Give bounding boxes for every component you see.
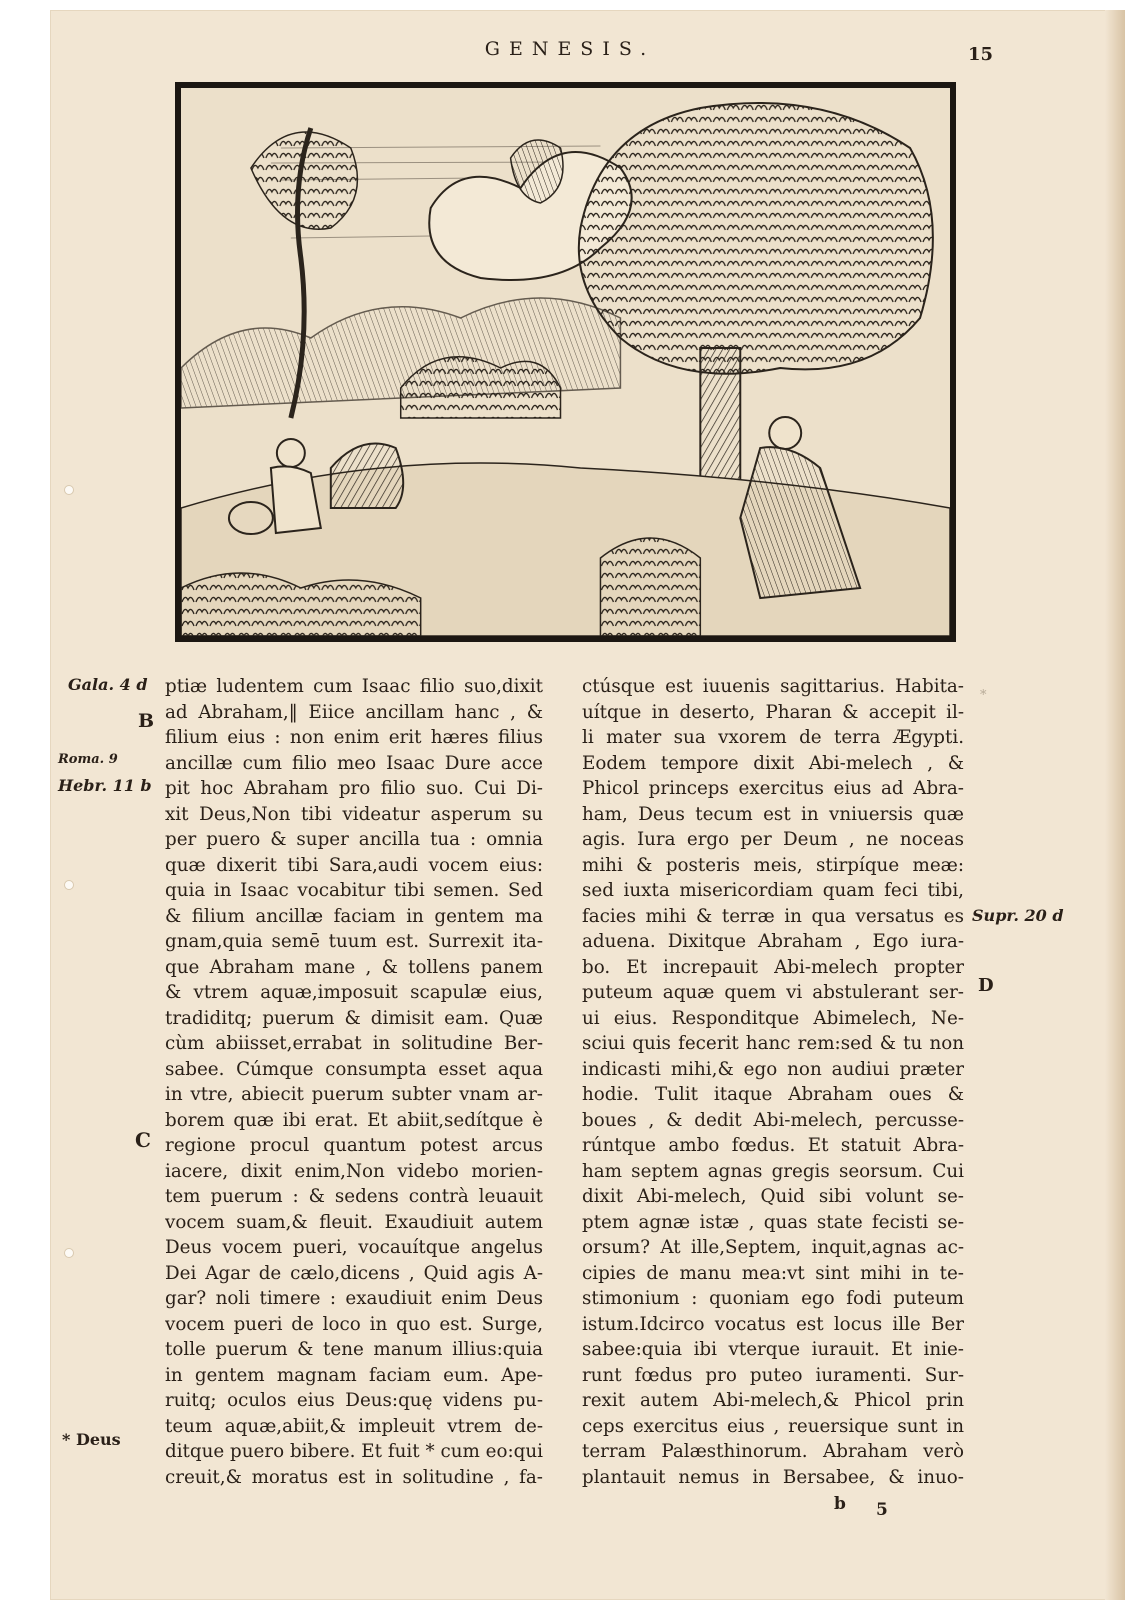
margin-note-roma: Roma. 9 [58, 752, 118, 767]
text-line: per puero & super ancilla tua : omnia [165, 829, 543, 850]
margin-note-hebr: Hebr. 11 b [58, 776, 152, 795]
text-line: mihi & posteris meis, stirpíque meæ: [582, 854, 964, 876]
text-line: cipies de manu mea:vt sint mihi in te- [582, 1262, 964, 1284]
text-line: sabee:quia ibi vterque iurauit. Et inie- [582, 1339, 964, 1360]
faint-asterisk: * [980, 688, 987, 703]
text-line: boues , & dedit Abi-melech, percusse- [582, 1109, 964, 1131]
text-line: dixit Abi-melech, Quid sibi volunt se- [582, 1186, 964, 1207]
text-line: istum.Idcirco vocatus est locus ille Ber [582, 1313, 964, 1335]
text-line: Phicol princeps exercitus eius ad Abra- [582, 778, 964, 799]
tree-canopy [579, 103, 933, 374]
child-head [277, 439, 305, 467]
text-line: aduena. Dixitque Abraham , Ego iura- [582, 931, 964, 952]
binding-hole [64, 880, 74, 890]
text-line: ancillæ cum filio meo Isaac Dure acce [165, 752, 543, 774]
text-line: tem puerum : & sedens contrà leuauit [165, 1186, 543, 1207]
text-line: ctúsque est iuuenis sagittarius. Habita- [582, 676, 964, 697]
text-line: tolle puerum & tene manum illius:quia [165, 1339, 543, 1360]
text-line: sciui quis fecerit hanc rem:sed & tu non [582, 1033, 964, 1054]
left-text-column [165, 674, 543, 1490]
text-line: pit hoc Abraham pro filio suo. Cui Di- [165, 778, 543, 799]
text-line: in gentem magnam faciam eum. Ape- [165, 1364, 543, 1386]
bushes [401, 357, 561, 418]
text-line: vocem pueri de loco in quo est. Surge, [165, 1313, 543, 1335]
section-mark-c: C [135, 1128, 151, 1152]
signature-letter: b [834, 1494, 846, 1514]
binding-hole [64, 1248, 74, 1258]
margin-note-deus: * Deus [62, 1430, 121, 1449]
page-edge [1105, 10, 1125, 1600]
running-head: GENESIS. [484, 38, 656, 60]
text-line: & vtrem aquæ,imposuit scapulæ eius, [165, 982, 543, 1003]
text-line: ditque puero bibere. Et fuit * cum eo:qui [165, 1441, 543, 1462]
text-line: & filium ancillæ faciam in gentem ma [165, 905, 543, 927]
text-line: tradiditq; puerum & dimisit eam. Quæ [165, 1007, 543, 1029]
text-line: Eodem tempore dixit Abi-melech , & [582, 752, 964, 774]
text-line: iacere, dixit enim,Non videbo morien- [165, 1160, 543, 1182]
text-line: borem quæ ibi erat. Et abiit,sedítque è [165, 1109, 543, 1131]
text-line: sed iuxta misericordiam quam feci tibi, [582, 880, 964, 901]
text-line: ham, Deus tecum est in vniuersis quæ [582, 803, 964, 825]
section-mark-d: D [978, 975, 994, 996]
text-line: rúntque ambo fœdus. Et statuit Abra- [582, 1135, 964, 1156]
text-line: vocem suam,& fleuit. Exaudiuit autem [165, 1211, 543, 1233]
text-line: li mater sua vxorem de terra Ægypti. [582, 727, 964, 748]
woodcut-illustration [175, 82, 956, 642]
section-mark-b: B [138, 710, 155, 732]
text-line: quia in Isaac vocabitur tibi semen. Sed [165, 880, 543, 901]
text-line: gnam,quia semē tuum est. Surrexit ita- [165, 931, 543, 952]
text-line: que Abraham mane , & tollens panem [165, 956, 543, 978]
text-line: runt fœdus pro puteo iuramenti. Sur- [582, 1364, 964, 1386]
text-line: cùm abiisset,errabat in solitudine Ber- [165, 1033, 543, 1054]
margin-note-gala: Gala. 4 d [68, 675, 148, 694]
text-line: puteum aquæ quem vi abstulerant ser- [582, 982, 964, 1003]
text-line: stimonium : quoniam ego fodi puteum [582, 1288, 964, 1309]
text-line: in vtre, abiecit puerum subter vnam ar- [165, 1084, 543, 1105]
text-line: regione procul quantum potest arcus [165, 1135, 543, 1156]
text-line: ad Abraham,‖ Eiice ancillam hanc , & [165, 701, 543, 723]
text-line: uítque in deserto, Pharan & accepit il- [582, 701, 964, 723]
text-line: bo. Et increpauit Abi-melech propter [582, 956, 964, 978]
text-line: indicasti mihi,& ego non audiui præter [582, 1058, 964, 1080]
page-number: 15 [968, 44, 994, 65]
text-line: creuit,& moratus est in solitudine , fa- [165, 1466, 543, 1488]
text-line: ham septem agnas gregis seorsum. Cui [582, 1160, 964, 1182]
text-line: terram Palæsthinorum. Abraham verò [582, 1441, 964, 1462]
text-line: gar? noli timere : exaudiuit enim Deus [165, 1288, 543, 1309]
foreground-plants [600, 538, 700, 636]
text-line: plantauit nemus in Bersabee, & inuo- [582, 1466, 964, 1488]
signature-number: 5 [876, 1500, 888, 1520]
text-line: hodie. Tulit itaque Abraham oues & [582, 1084, 964, 1105]
woodcut-scene [181, 88, 950, 636]
hagar-head [769, 417, 801, 449]
text-line: agis. Iura ergo per Deum , ne noceas [582, 829, 964, 850]
text-line: ptiæ ludentem cum Isaac filio suo,dixit [165, 676, 543, 697]
text-line: quæ dixerit tibi Sara,audi vocem eius: [165, 854, 543, 876]
text-line: ruitq; oculos eius Deus:quę videns pu- [165, 1390, 543, 1411]
text-line: rexit autem Abi-melech,& Phicol prin [582, 1390, 964, 1411]
text-line: orsum? At ille,Septem, inquit,agnas ac- [582, 1237, 964, 1258]
text-line: ui eius. Responditque Abimelech, Ne- [582, 1007, 964, 1029]
text-line: teum aquæ,abiit,& impleuit vtrem de- [165, 1415, 543, 1437]
text-line: xit Deus,Non tibi videatur asperum su [165, 803, 543, 825]
text-line: sabee. Cúmque consumpta esset aqua [165, 1058, 543, 1080]
text-line: Deus vocem pueri, vocauítque angelus [165, 1237, 543, 1258]
binding-hole [64, 485, 74, 495]
text-line: ptem agnæ istæ , quas state fecisti se- [582, 1211, 964, 1233]
text-line: facies mihi & terræ in qua versatus es [582, 905, 964, 927]
margin-note-supra: Supr. 20 d [972, 906, 1064, 925]
rock [229, 502, 273, 534]
right-text-column [582, 674, 964, 1490]
text-line: Dei Agar de cælo,dicens , Quid agis A- [165, 1262, 543, 1284]
text-line: filium eius : non enim erit hæres filius [165, 727, 543, 748]
text-line: ceps exercitus eius , reuersique sunt in [582, 1415, 964, 1437]
